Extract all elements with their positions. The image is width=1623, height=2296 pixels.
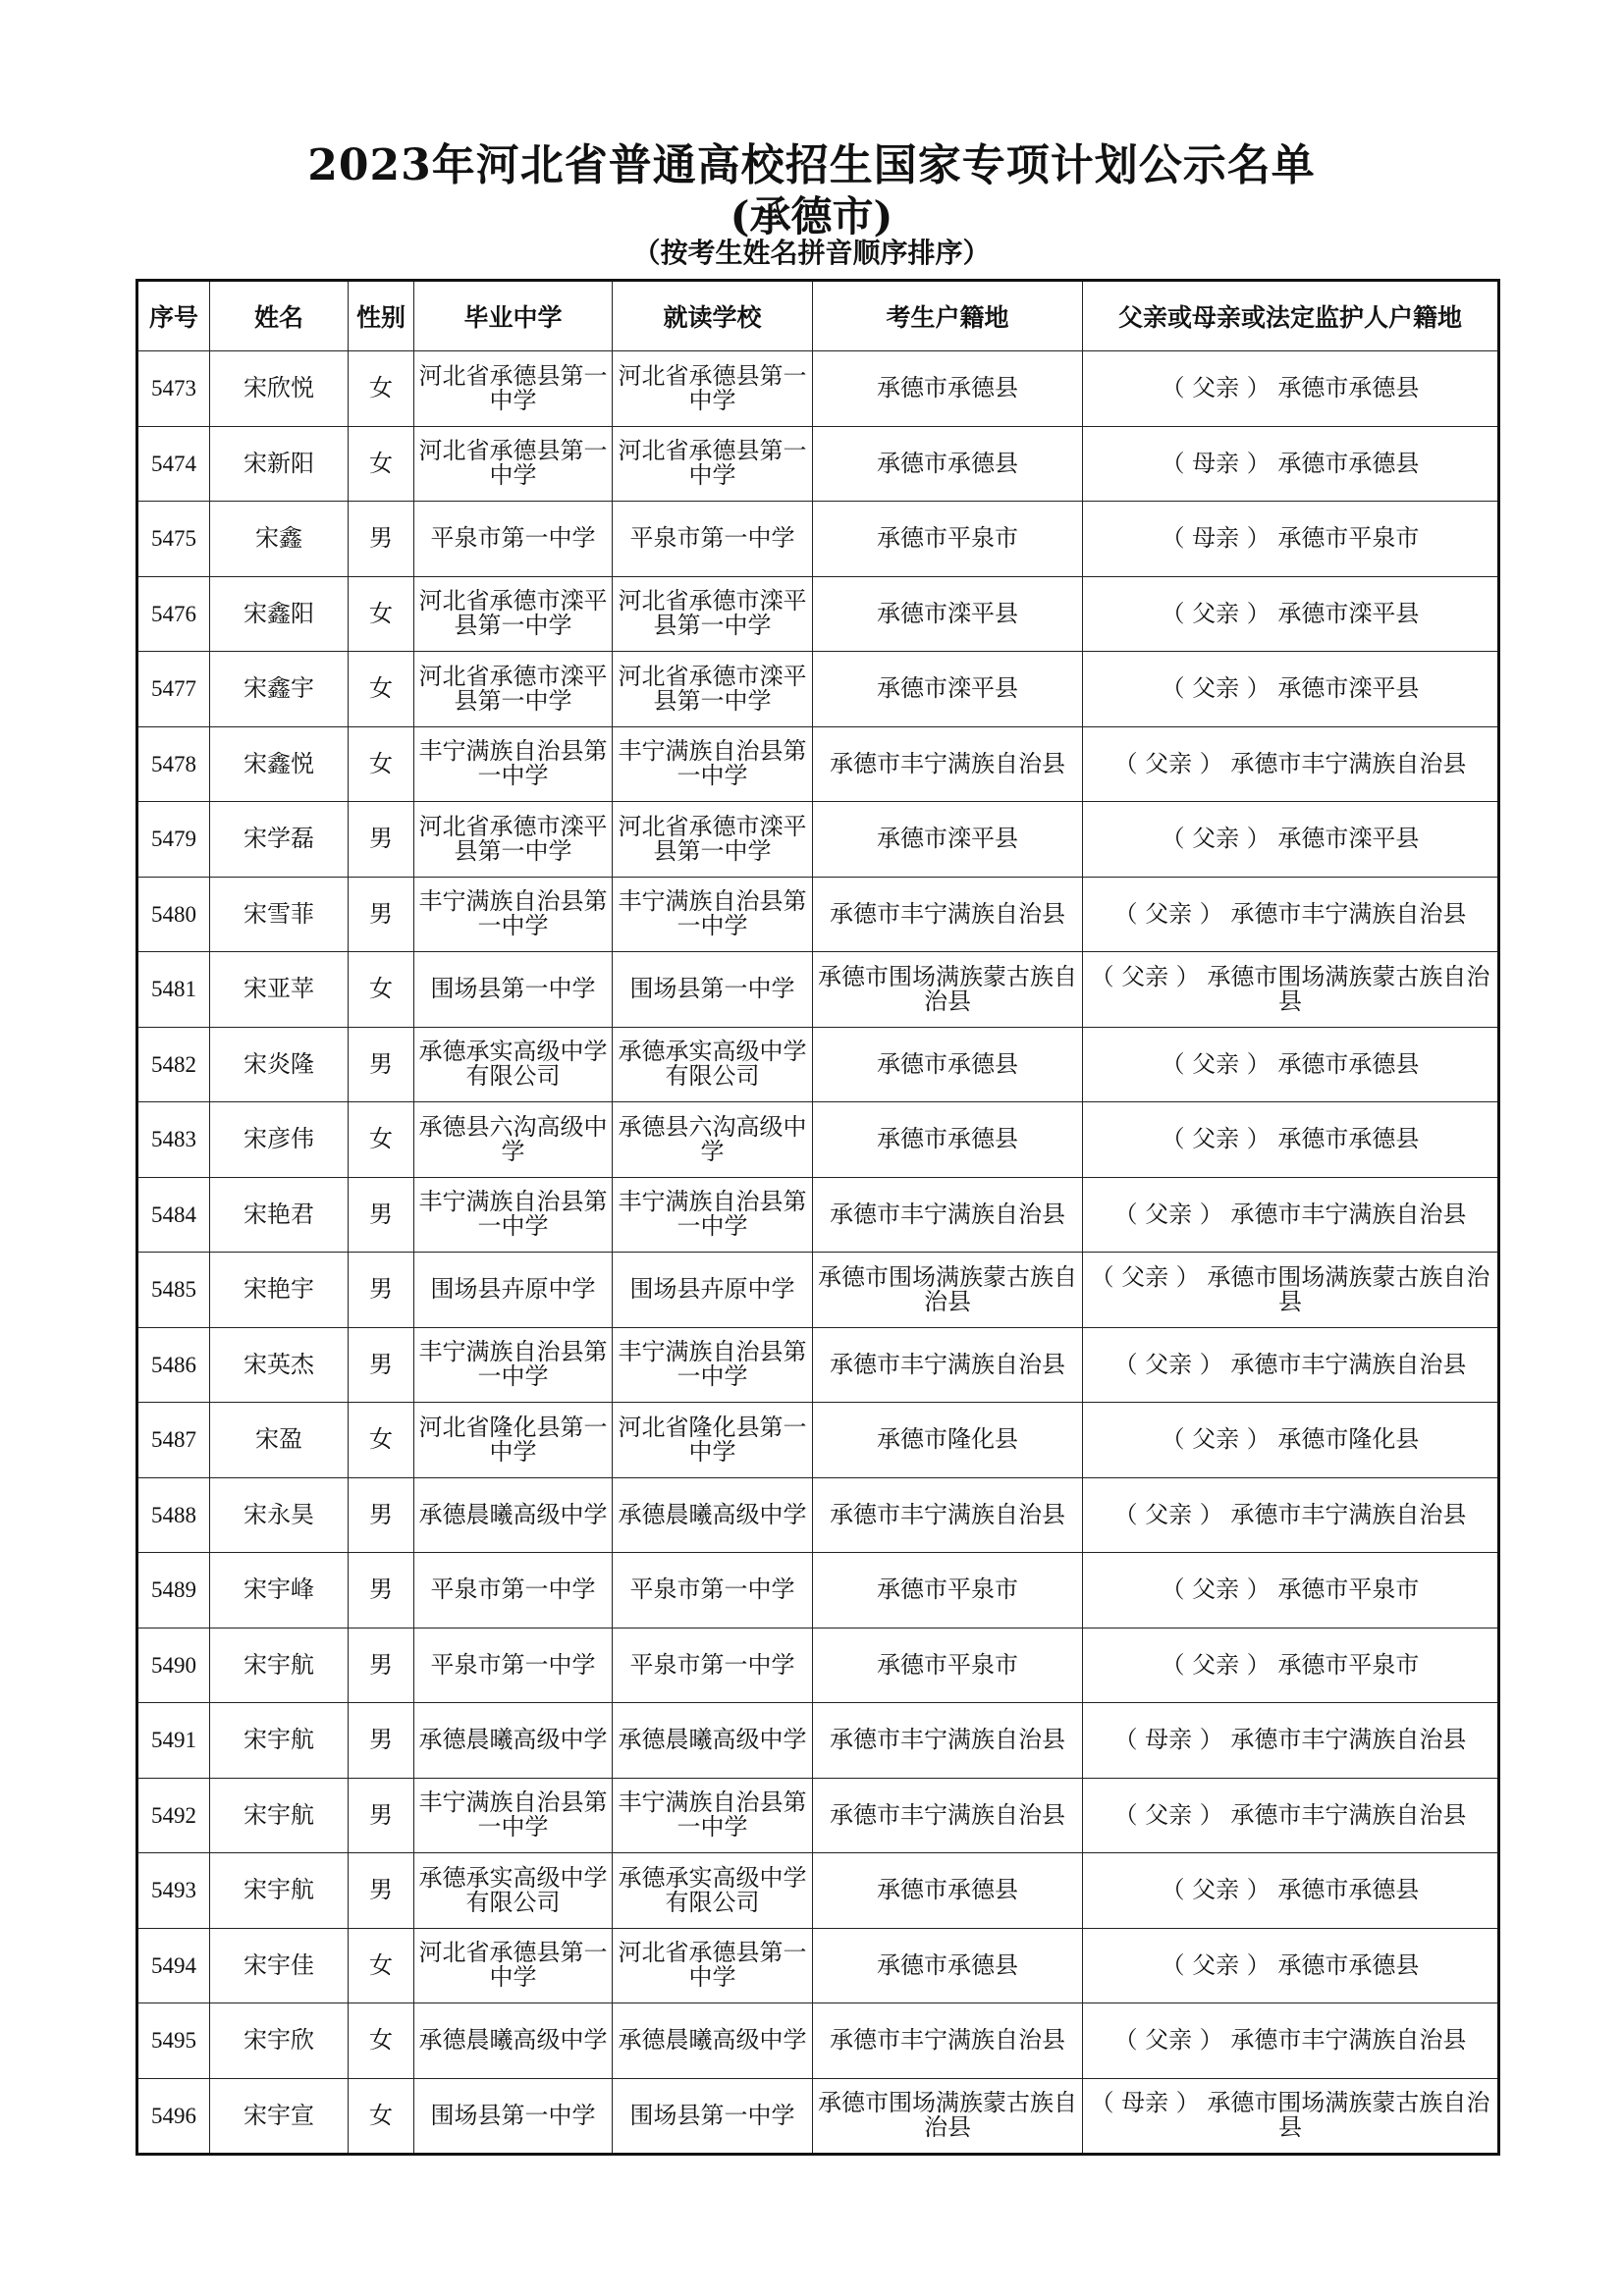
cell-guardian-hukou: （ 父亲 ） 承德市承德县 — [1083, 1027, 1499, 1102]
cell-index: 5495 — [137, 2003, 210, 2079]
cell-gender: 男 — [349, 1628, 414, 1703]
table-row — [137, 2003, 1499, 2079]
cell-student-hukou: 承德市承德县 — [813, 1027, 1083, 1102]
cell-guardian-hukou: （ 父亲 ） 承德市丰宁满族自治县 — [1083, 1327, 1499, 1403]
table-row — [137, 1553, 1499, 1629]
cell-graduated-school: 河北省承德县第一中学 — [414, 426, 613, 502]
page-title: 2023年河北省普通高校招生国家专项计划公示名单 — [307, 140, 1316, 190]
cell-student-hukou: 承德市承德县 — [813, 351, 1083, 427]
cell-guardian-hukou: （ 父亲 ） 承德市滦平县 — [1083, 802, 1499, 878]
table-row — [137, 1778, 1499, 1853]
cell-name: 宋宇宣 — [210, 2078, 349, 2155]
cell-name: 宋宇航 — [210, 1853, 349, 1929]
cell-gender: 女 — [349, 952, 414, 1028]
cell-name: 宋鑫 — [210, 502, 349, 577]
cell-current-school: 围场县第一中学 — [613, 952, 813, 1028]
cell-current-school: 承德承实高级中学有限公司 — [613, 1027, 813, 1102]
cell-guardian-hukou: （ 父亲 ） 承德市丰宁满族自治县 — [1083, 1778, 1499, 1853]
cell-name: 宋鑫悦 — [210, 726, 349, 802]
cell-graduated-school: 河北省承德县第一中学 — [414, 1928, 613, 2003]
cell-index: 5479 — [137, 802, 210, 878]
table-row — [137, 1027, 1499, 1102]
cell-index: 5486 — [137, 1327, 210, 1403]
cell-guardian-hukou: （ 父亲 ） 承德市承德县 — [1083, 1102, 1499, 1178]
cell-student-hukou: 承德市平泉市 — [813, 1628, 1083, 1703]
cell-name: 宋鑫阳 — [210, 576, 349, 652]
cell-graduated-school: 平泉市第一中学 — [414, 1553, 613, 1629]
cell-name: 宋彦伟 — [210, 1102, 349, 1178]
cell-graduated-school: 河北省承德市滦平县第一中学 — [414, 576, 613, 652]
cell-student-hukou: 承德市隆化县 — [813, 1403, 1083, 1478]
cell-index: 5491 — [137, 1703, 210, 1779]
cell-name: 宋宇佳 — [210, 1928, 349, 2003]
cell-graduated-school: 承德县六沟高级中学 — [414, 1102, 613, 1178]
cell-graduated-school: 河北省承德县第一中学 — [414, 351, 613, 427]
page-subtitle: (承德市) — [730, 192, 893, 240]
cell-current-school: 河北省承德县第一中学 — [613, 351, 813, 427]
cell-index: 5490 — [137, 1628, 210, 1703]
cell-student-hukou: 承德市围场满族蒙古族自治县 — [813, 2078, 1083, 2155]
cell-graduated-school: 河北省承德市滦平县第一中学 — [414, 802, 613, 878]
header-guardian-hukou: 父亲或母亲或法定监护人户籍地 — [1083, 281, 1499, 351]
cell-guardian-hukou: （ 父亲 ） 承德市丰宁满族自治县 — [1083, 1477, 1499, 1553]
sort-note: （按考生姓名拼音顺序排序） — [632, 237, 991, 269]
cell-guardian-hukou: （ 父亲 ） 承德市隆化县 — [1083, 1403, 1499, 1478]
cell-student-hukou: 承德市承德县 — [813, 1853, 1083, 1929]
table-row — [137, 652, 1499, 727]
cell-guardian-hukou: （ 父亲 ） 承德市承德县 — [1083, 351, 1499, 427]
cell-index: 5478 — [137, 726, 210, 802]
cell-student-hukou: 承德市平泉市 — [813, 502, 1083, 577]
cell-student-hukou: 承德市丰宁满族自治县 — [813, 1477, 1083, 1553]
cell-graduated-school: 丰宁满族自治县第一中学 — [414, 1778, 613, 1853]
cell-gender: 男 — [349, 1253, 414, 1328]
cell-current-school: 承德晨曦高级中学 — [613, 1477, 813, 1553]
cell-graduated-school: 承德承实高级中学有限公司 — [414, 1027, 613, 1102]
cell-graduated-school: 河北省隆化县第一中学 — [414, 1403, 613, 1478]
cell-gender: 男 — [349, 1553, 414, 1629]
cell-index: 5484 — [137, 1177, 210, 1253]
cell-graduated-school: 丰宁满族自治县第一中学 — [414, 877, 613, 952]
cell-index: 5477 — [137, 652, 210, 727]
cell-index: 5474 — [137, 426, 210, 502]
cell-graduated-school: 承德晨曦高级中学 — [414, 1477, 613, 1553]
table-row — [137, 1928, 1499, 2003]
cell-gender: 女 — [349, 2003, 414, 2079]
cell-guardian-hukou: （ 父亲 ） 承德市丰宁满族自治县 — [1083, 1177, 1499, 1253]
cell-guardian-hukou: （ 母亲 ） 承德市围场满族蒙古族自治县 — [1083, 2078, 1499, 2155]
cell-index: 5473 — [137, 351, 210, 427]
cell-current-school: 河北省隆化县第一中学 — [613, 1403, 813, 1478]
cell-graduated-school: 围场县卉原中学 — [414, 1253, 613, 1328]
cell-gender: 男 — [349, 1027, 414, 1102]
cell-current-school: 围场县第一中学 — [613, 2078, 813, 2155]
table-row — [137, 1102, 1499, 1178]
cell-index: 5487 — [137, 1403, 210, 1478]
roster-table — [135, 279, 1500, 2156]
cell-student-hukou: 承德市围场满族蒙古族自治县 — [813, 952, 1083, 1028]
cell-current-school: 丰宁满族自治县第一中学 — [613, 726, 813, 802]
cell-current-school: 河北省承德县第一中学 — [613, 426, 813, 502]
cell-gender: 男 — [349, 1477, 414, 1553]
table-row — [137, 1403, 1499, 1478]
cell-student-hukou: 承德市围场满族蒙古族自治县 — [813, 1253, 1083, 1328]
table-row — [137, 502, 1499, 577]
table-header-row — [137, 281, 1499, 351]
cell-name: 宋艳宇 — [210, 1253, 349, 1328]
table-row — [137, 1703, 1499, 1779]
cell-name: 宋永昊 — [210, 1477, 349, 1553]
cell-student-hukou: 承德市承德县 — [813, 426, 1083, 502]
cell-guardian-hukou: （ 父亲 ） 承德市丰宁满族自治县 — [1083, 877, 1499, 952]
table-row — [137, 1853, 1499, 1929]
cell-graduated-school: 承德承实高级中学有限公司 — [414, 1853, 613, 1929]
cell-name: 宋英杰 — [210, 1327, 349, 1403]
cell-index: 5476 — [137, 576, 210, 652]
cell-guardian-hukou: （ 父亲 ） 承德市平泉市 — [1083, 1628, 1499, 1703]
cell-current-school: 平泉市第一中学 — [613, 502, 813, 577]
cell-student-hukou: 承德市承德县 — [813, 1928, 1083, 2003]
cell-name: 宋宇航 — [210, 1628, 349, 1703]
cell-gender: 女 — [349, 1403, 414, 1478]
cell-student-hukou: 承德市丰宁满族自治县 — [813, 2003, 1083, 2079]
cell-name: 宋学磊 — [210, 802, 349, 878]
cell-gender: 男 — [349, 1327, 414, 1403]
cell-index: 5493 — [137, 1853, 210, 1929]
table-row — [137, 1253, 1499, 1328]
table-row — [137, 351, 1499, 427]
cell-name: 宋亚苹 — [210, 952, 349, 1028]
cell-index: 5475 — [137, 502, 210, 577]
cell-student-hukou: 承德市平泉市 — [813, 1553, 1083, 1629]
cell-gender: 男 — [349, 802, 414, 878]
cell-current-school: 承德县六沟高级中学 — [613, 1102, 813, 1178]
cell-graduated-school: 平泉市第一中学 — [414, 1628, 613, 1703]
cell-student-hukou: 承德市丰宁满族自治县 — [813, 726, 1083, 802]
cell-name: 宋鑫宇 — [210, 652, 349, 727]
cell-current-school: 丰宁满族自治县第一中学 — [613, 1177, 813, 1253]
table-row — [137, 726, 1499, 802]
header-gender: 性别 — [349, 281, 414, 351]
cell-graduated-school: 围场县第一中学 — [414, 952, 613, 1028]
cell-name: 宋宇航 — [210, 1778, 349, 1853]
cell-current-school: 承德晨曦高级中学 — [613, 2003, 813, 2079]
table-row — [137, 1477, 1499, 1553]
cell-student-hukou: 承德市丰宁满族自治县 — [813, 1778, 1083, 1853]
table-row — [137, 576, 1499, 652]
cell-guardian-hukou: （ 父亲 ） 承德市承德县 — [1083, 1928, 1499, 2003]
cell-student-hukou: 承德市丰宁满族自治县 — [813, 1177, 1083, 1253]
cell-name: 宋宇欣 — [210, 2003, 349, 2079]
cell-current-school: 丰宁满族自治县第一中学 — [613, 1778, 813, 1853]
header-index: 序号 — [137, 281, 210, 351]
cell-index: 5481 — [137, 952, 210, 1028]
cell-index: 5494 — [137, 1928, 210, 2003]
header-name: 姓名 — [210, 281, 349, 351]
header-graduated-school: 毕业中学 — [414, 281, 613, 351]
cell-current-school: 平泉市第一中学 — [613, 1628, 813, 1703]
cell-current-school: 河北省承德市滦平县第一中学 — [613, 652, 813, 727]
cell-gender: 女 — [349, 426, 414, 502]
cell-name: 宋宇航 — [210, 1703, 349, 1779]
cell-gender: 女 — [349, 576, 414, 652]
cell-name: 宋艳君 — [210, 1177, 349, 1253]
cell-current-school: 丰宁满族自治县第一中学 — [613, 877, 813, 952]
cell-gender: 女 — [349, 652, 414, 727]
cell-current-school: 丰宁满族自治县第一中学 — [613, 1327, 813, 1403]
cell-name: 宋欣悦 — [210, 351, 349, 427]
table-row — [137, 1177, 1499, 1253]
cell-index: 5488 — [137, 1477, 210, 1553]
cell-graduated-school: 河北省承德市滦平县第一中学 — [414, 652, 613, 727]
cell-student-hukou: 承德市承德县 — [813, 1102, 1083, 1178]
cell-guardian-hukou: （ 父亲 ） 承德市平泉市 — [1083, 1553, 1499, 1629]
cell-guardian-hukou: （ 父亲 ） 承德市滦平县 — [1083, 652, 1499, 727]
cell-gender: 男 — [349, 1177, 414, 1253]
cell-index: 5483 — [137, 1102, 210, 1178]
cell-index: 5480 — [137, 877, 210, 952]
cell-index: 5492 — [137, 1778, 210, 1853]
cell-gender: 女 — [349, 2078, 414, 2155]
cell-student-hukou: 承德市丰宁满族自治县 — [813, 1327, 1083, 1403]
cell-guardian-hukou: （ 父亲 ） 承德市围场满族蒙古族自治县 — [1083, 952, 1499, 1028]
cell-gender: 男 — [349, 877, 414, 952]
cell-graduated-school: 围场县第一中学 — [414, 2078, 613, 2155]
cell-graduated-school: 丰宁满族自治县第一中学 — [414, 1327, 613, 1403]
cell-graduated-school: 丰宁满族自治县第一中学 — [414, 1177, 613, 1253]
cell-index: 5496 — [137, 2078, 210, 2155]
cell-student-hukou: 承德市丰宁满族自治县 — [813, 1703, 1083, 1779]
table-row — [137, 2078, 1499, 2155]
cell-gender: 男 — [349, 1853, 414, 1929]
cell-name: 宋炎隆 — [210, 1027, 349, 1102]
cell-gender: 女 — [349, 351, 414, 427]
cell-current-school: 承德承实高级中学有限公司 — [613, 1853, 813, 1929]
cell-guardian-hukou: （ 父亲 ） 承德市滦平县 — [1083, 576, 1499, 652]
cell-guardian-hukou: （ 父亲 ） 承德市围场满族蒙古族自治县 — [1083, 1253, 1499, 1328]
cell-current-school: 平泉市第一中学 — [613, 1553, 813, 1629]
table-row — [137, 1628, 1499, 1703]
cell-current-school: 河北省承德市滦平县第一中学 — [613, 576, 813, 652]
table-row — [137, 877, 1499, 952]
cell-name: 宋宇峰 — [210, 1553, 349, 1629]
cell-student-hukou: 承德市滦平县 — [813, 652, 1083, 727]
cell-current-school: 围场县卉原中学 — [613, 1253, 813, 1328]
header-student-hukou: 考生户籍地 — [813, 281, 1083, 351]
table-row — [137, 802, 1499, 878]
cell-name: 宋盈 — [210, 1403, 349, 1478]
cell-index: 5489 — [137, 1553, 210, 1629]
cell-student-hukou: 承德市滦平县 — [813, 576, 1083, 652]
cell-graduated-school: 平泉市第一中学 — [414, 502, 613, 577]
cell-gender: 女 — [349, 1102, 414, 1178]
cell-index: 5485 — [137, 1253, 210, 1328]
cell-gender: 男 — [349, 502, 414, 577]
header-current-school: 就读学校 — [613, 281, 813, 351]
table-row — [137, 952, 1499, 1028]
cell-guardian-hukou: （ 母亲 ） 承德市丰宁满族自治县 — [1083, 1703, 1499, 1779]
cell-gender: 男 — [349, 1703, 414, 1779]
cell-current-school: 河北省承德市滦平县第一中学 — [613, 802, 813, 878]
cell-student-hukou: 承德市丰宁满族自治县 — [813, 877, 1083, 952]
cell-name: 宋雪菲 — [210, 877, 349, 952]
table-row — [137, 426, 1499, 502]
cell-student-hukou: 承德市滦平县 — [813, 802, 1083, 878]
cell-gender: 男 — [349, 1778, 414, 1853]
cell-graduated-school: 承德晨曦高级中学 — [414, 1703, 613, 1779]
cell-guardian-hukou: （ 父亲 ） 承德市丰宁满族自治县 — [1083, 726, 1499, 802]
cell-name: 宋新阳 — [210, 426, 349, 502]
cell-current-school: 承德晨曦高级中学 — [613, 1703, 813, 1779]
cell-current-school: 河北省承德县第一中学 — [613, 1928, 813, 2003]
cell-gender: 女 — [349, 1928, 414, 2003]
cell-graduated-school: 承德晨曦高级中学 — [414, 2003, 613, 2079]
cell-guardian-hukou: （ 母亲 ） 承德市承德县 — [1083, 426, 1499, 502]
cell-guardian-hukou: （ 父亲 ） 承德市丰宁满族自治县 — [1083, 2003, 1499, 2079]
cell-gender: 女 — [349, 726, 414, 802]
cell-graduated-school: 丰宁满族自治县第一中学 — [414, 726, 613, 802]
cell-guardian-hukou: （ 母亲 ） 承德市平泉市 — [1083, 502, 1499, 577]
cell-guardian-hukou: （ 父亲 ） 承德市承德县 — [1083, 1853, 1499, 1929]
table-row — [137, 1327, 1499, 1403]
cell-index: 5482 — [137, 1027, 210, 1102]
